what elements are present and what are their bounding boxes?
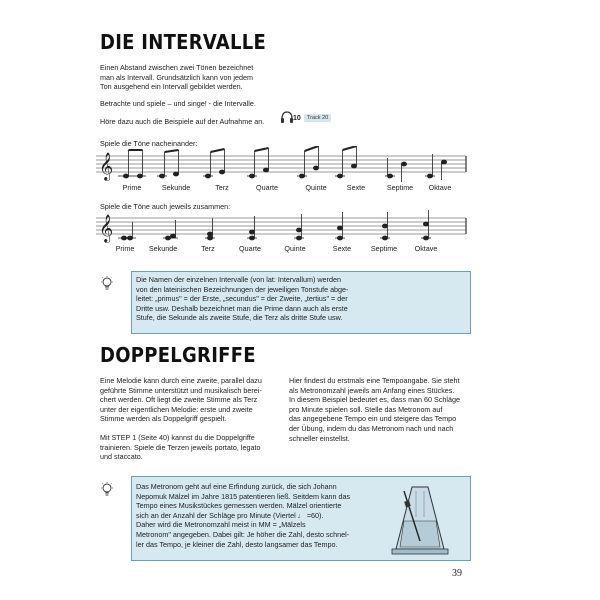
headphones-icon: [280, 110, 294, 131]
info-line: Die Namen der einzelnen Intervalle (von lat: Intervallum) werden: [136, 275, 341, 284]
info-line: Das Metronom geht auf eine Erfindung zurück, die sich Johann: [136, 482, 337, 491]
text-line: Eine Melodie kann durch eine zweite, parallel dazu: [100, 376, 262, 385]
track-badge[interactable]: Track 20: [304, 114, 331, 122]
page-number: 39: [452, 568, 462, 579]
text-line: In diesem Beispiel bedeutet es, dass man 60 Schläge: [289, 395, 461, 405]
interval-label: Oktave: [414, 244, 438, 253]
info-line: Nepomuk Mälzel im Jahre 1815 patentieren ließ. Seitdem kann das: [136, 491, 351, 501]
interval-label: Prime: [115, 244, 135, 253]
info-line: leitet: „primus" = der Erste, „secundus" = der Zweite, „tertius" = der: [136, 294, 348, 304]
section-title-doppelgriffe: DOPPELGRIFFE: [100, 343, 256, 367]
text-line: als Metronomzahl jeweils am Anfang eines Stückes.: [289, 385, 455, 395]
interval-label: Oktave: [428, 183, 452, 192]
treble-clef-icon: 𝄞: [99, 152, 114, 180]
intro-paragraph: [100, 63, 253, 92]
metronome-info-box: [131, 476, 471, 561]
info-line: Dritte usw. Deshalb bezeichnet man die Prime dann auch als erste: [136, 303, 348, 313]
play-instruction: Betrachte und spiele – und singe! - die Intervalle.: [100, 99, 256, 108]
info-line: ler das Tempo, je kleiner die Zahl, desto langsamer das Tempo.: [136, 539, 338, 549]
intro-line-3: Ton ausgehend ein Intervall gebildet werden.: [100, 82, 243, 92]
text-line: unter der eigentlichen Melodie: erste und zweite: [100, 404, 253, 414]
interval-label: Quinte: [305, 183, 327, 192]
info-line: Stufe, die Sekunde als zweite Stufe, die Terz als dritte Stufe usw.: [136, 313, 343, 323]
text-line: Hier findest du erstmals eine Tempoangabe. Sie steht: [289, 376, 460, 385]
audio-number: 10: [293, 115, 301, 122]
section-title-intervalle: DIE INTERVALLE: [100, 30, 267, 54]
lightbulb-icon: [100, 482, 114, 503]
interval-label: Quinte: [284, 244, 306, 253]
doppelgriffe-right-column: [289, 376, 474, 443]
interval-label: Terz: [215, 183, 229, 192]
staff-sequential: [96, 146, 468, 184]
interval-label: Quarte: [239, 244, 261, 253]
text-line: Mit STEP 1 (Seite 40) kannst du die Doppelgriffe: [100, 432, 255, 442]
info-line: Tempo eines Musikstückes gemessen werden. Mälzel orientierte: [136, 501, 342, 511]
text-line: chert werden. Oft liegt die zweite Stimme als Terz: [100, 395, 258, 405]
listen-instruction: Höre dazu auch die Beispiele auf der Aufnahme an.: [100, 117, 265, 126]
spacer: [100, 424, 285, 433]
interval-label: Terz: [201, 244, 215, 253]
text-line: der Übung, indem du das Metronom nach und nach: [289, 423, 454, 433]
interval-label: Quarte: [256, 183, 278, 192]
lightbulb-icon: [100, 276, 114, 297]
interval-label: Septime: [386, 183, 414, 192]
interval-label: Prime: [122, 183, 142, 192]
interval-label: Sexte: [332, 244, 352, 253]
interval-label: Septime: [370, 244, 398, 253]
interval-label: Sekunde: [161, 183, 191, 192]
staff-simultaneous: [96, 208, 468, 246]
info-line: Daher wird die Metronomzahl meist in MM = „Mälzels: [136, 520, 306, 530]
intervals-info-box: [131, 271, 471, 334]
treble-clef-icon: 𝄞: [99, 214, 114, 242]
doppelgriffe-left-column: [100, 376, 285, 462]
intro-line-1: Einen Abstand zwischen zwei Tönen bezeichnet: [100, 63, 254, 72]
text-line: pro Minute spielen soll. Stelle das Metronom auf: [289, 404, 443, 414]
info-line: sich an der Anzahl der Schläge pro Minute (Viertel ♩ =60).: [136, 510, 324, 520]
info-line: Metronom" angegeben. Dabei gilt: Je höher die Zahl, desto schnel-: [136, 529, 350, 539]
text-line: geführte Stimme unterstützt und musikalisch berei-: [100, 385, 262, 395]
staff1-label: Spiele die Töne nacheinander:: [100, 139, 198, 148]
metronome-icon: [382, 481, 466, 557]
text-line: trainieren. Spiele die Terzen jeweils portato, legato: [100, 442, 261, 452]
text-line: schneller einstellst.: [289, 433, 350, 443]
interval-label: Sekunde: [148, 244, 178, 253]
info-line: von den lateinischen Bezeichnungen der jeweiligen Tonstufe abge-: [136, 284, 349, 294]
text-line: das angegebene Tempo ein und steigere das Tempo: [289, 414, 457, 424]
staff2-label: Spiele die Töne auch jeweils zusammen:: [100, 202, 231, 211]
intro-line-2: man als Intervall. Grundsätzlich kann von jedem: [100, 72, 254, 82]
text-line: und staccato.: [100, 452, 143, 462]
interval-label: Sexte: [346, 183, 366, 192]
text-line: Stimme werden als Doppelgriff gespielt.: [100, 414, 227, 424]
